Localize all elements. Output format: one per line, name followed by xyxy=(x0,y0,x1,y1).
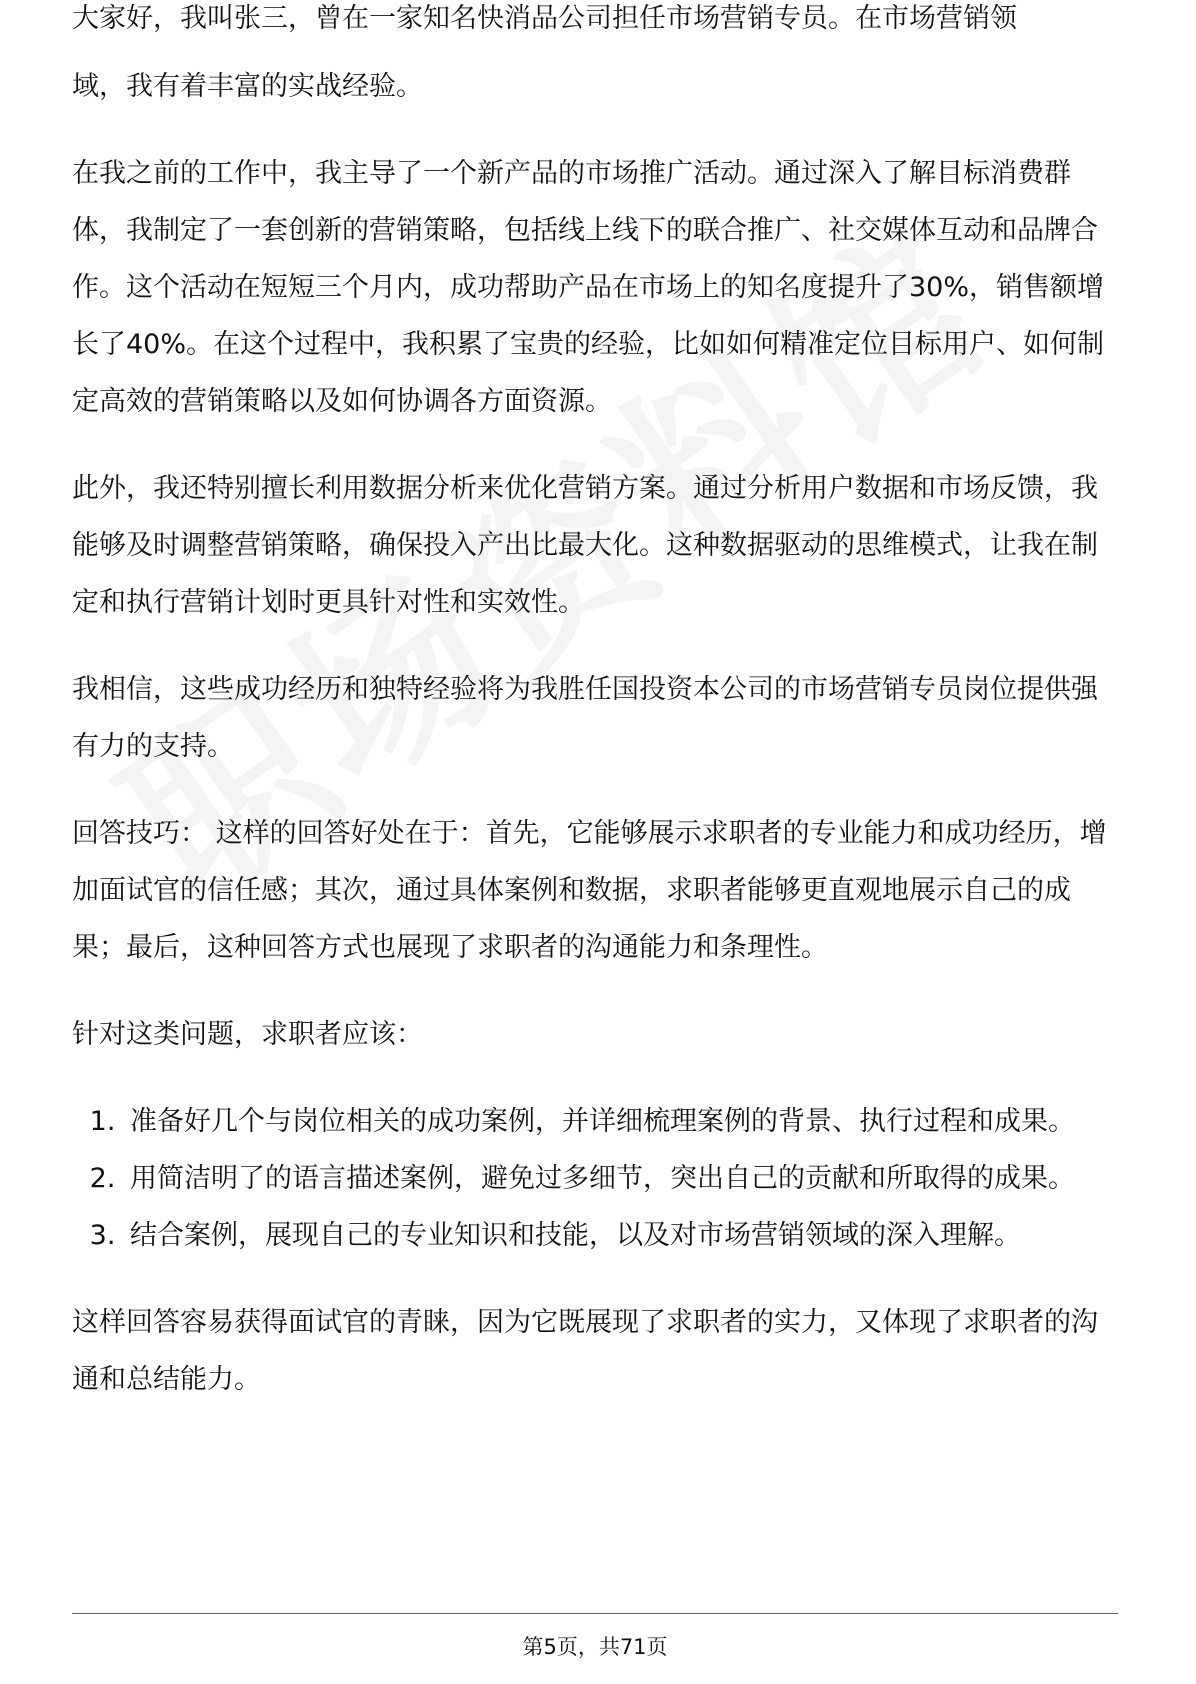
paragraph-fragment-cut: 大家好，我叫张三，曾在一家知名快消品公司担任市场营销专员。在市场营销领 xyxy=(72,3,1017,34)
paragraph-conclusion: 我相信，这些成功经历和独特经验将为我胜任国投资本公司的市场营销专员岗位提供强有力的支持。 xyxy=(72,674,1098,762)
document-body xyxy=(72,3,1120,1438)
paragraph-data-analysis: 此外，我还特别擅长利用数据分析来优化营销方案。通过分析用户数据和市场反馈，我能够及时调整营销策略，确保投入产出比最大化。这种数据驱动的思维模式，让我在制定和执行营销计划时更具针对性和实效性。 xyxy=(72,473,1098,618)
list-item: 1. 准备好几个与岗位相关的成功案例，并详细梳理案例的背景、执行过程和成果。 xyxy=(124,1093,1120,1150)
list-item: 2. 用简洁明了的语言描述案例，避免过多细节，突出自己的贡献和所取得的成果。 xyxy=(124,1150,1120,1207)
paragraph-advice-intro: 针对这类问题，求职者应该： xyxy=(72,1019,423,1050)
advice-list xyxy=(72,1093,1120,1264)
footer-divider xyxy=(72,1613,1118,1614)
paragraph-answer-tips: 回答技巧： 这样的回答好处在于：首先，它能够展示求职者的专业能力和成功经历，增加面试官的信任感；其次，通过具体案例和数据，求职者能够更直观地展示自己的成果；最后，这种回答方式也展现了求职者的沟通能力和条理性。 xyxy=(72,818,1107,963)
paragraph-summary: 这样回答容易获得面试官的青睐，因为它既展现了求职者的实力，又体现了求职者的沟通和总结能力。 xyxy=(72,1307,1098,1395)
page-number: 第5页，共71页 xyxy=(522,1635,668,1659)
list-item: 3. 结合案例，展现自己的专业知识和技能，以及对市场营销领域的深入理解。 xyxy=(124,1207,1120,1264)
paragraph-intro-end: 域，我有着丰富的实战经验。 xyxy=(72,71,423,102)
paragraph-experience: 在我之前的工作中，我主导了一个新产品的市场推广活动。通过深入了解目标消费群体，我制定了一套创新的营销策略，包括线上线下的联合推广、社交媒体互动和品牌合作。这个活动在短短三个月内，成功帮助产品在市场上的知名度提升了30%，销售额增长了40%。在这个过程中，我积累了宝贵的经验，比如如何精准定位目标用户、如何制定高效的营销策略以及如何协调各方面资源。 xyxy=(72,158,1105,417)
